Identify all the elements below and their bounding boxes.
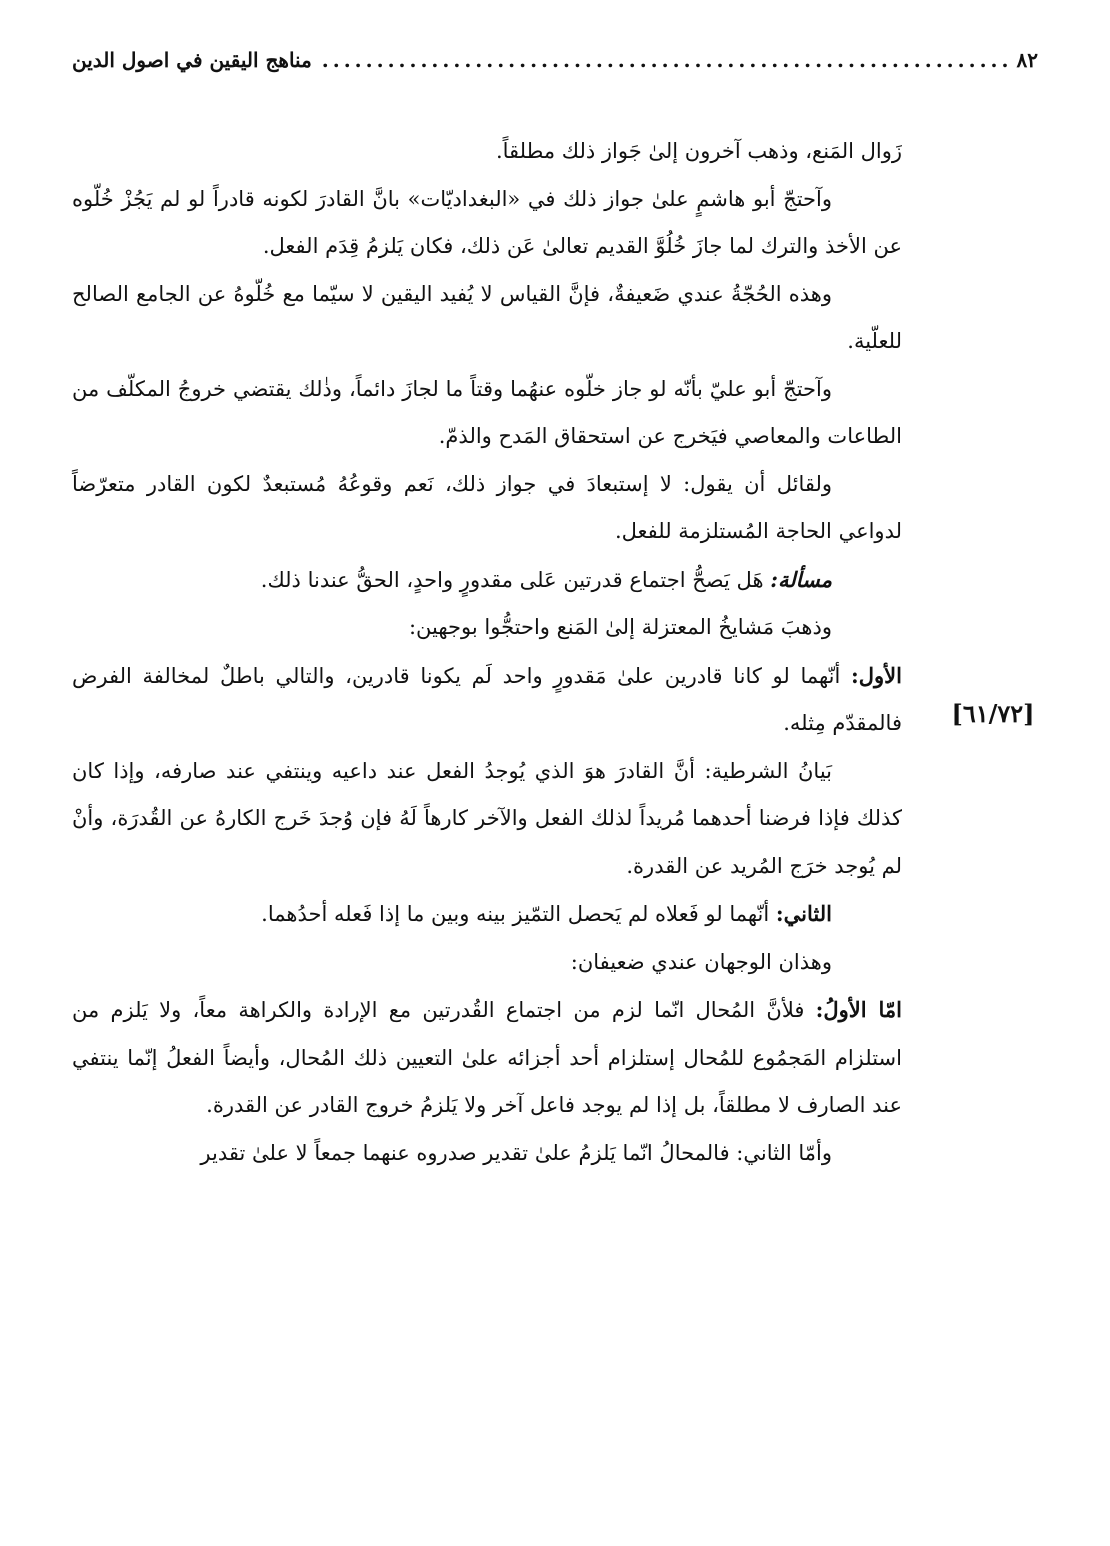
paragraph: وآحتجّ أبو هاشمٍ علىٰ جواز ذلك في «البغداديّات» بانَّ القادرَ لكونه قادراً لو لم يَجُزْ خُلّوه عن الأخذ والترك لما جازَ خُلُوَّ القديم تعالىٰ عَن ذلك، فكان يَلزمُ قِدَم الفعل. — [72, 186, 902, 258]
margin-reference: [٦١/٧٢] — [951, 699, 1035, 728]
paragraph-first-argument — [72, 652, 902, 748]
paragraph: زَوال المَنع، وذهب آخرون إلىٰ جَواز ذلك مطلقاً. — [495, 139, 902, 163]
paragraph: وهذه الحُجّةُ عندي ضَعيفةٌ، فإنَّ القياس لا يُفيد اليقين لا سيّما مع خُلّوهُ عن الجامع الصالح للعلّية. — [72, 281, 902, 353]
paragraph: وهذان الوجهان عندي ضعيفان: — [570, 949, 832, 974]
page-body — [72, 128, 902, 1177]
paragraph-text: هَل يَصحُّ اجتماع قدرتين عَلى مقدورٍ واحدٍ، الحقُّ عندنا ذلك. — [260, 567, 771, 592]
rebuttal-label: امّا الأولُ: — [815, 997, 902, 1022]
paragraph-text: أنّهما لو فَعلاه لم يَحصل التمّيز بينه وبين ما إذا فَعله أحدُهما. — [261, 902, 776, 926]
paragraph: وذهبَ مَشايخُ المعتزلة إلىٰ المَنع واحتجُّوا بوجهين: — [408, 615, 832, 639]
paragraph: ولقائل أن يقول: لا إستبعادَ في جواز ذلك، نَعم وقوعُهُ مُستبعدٌ لكون القادر متعرّضاً لدواعي الحاجة المُستلزمة للفعل. — [72, 471, 902, 543]
book-title: مناهج اليقين في اصول الدين — [72, 48, 312, 72]
question-label: مسألة: — [770, 566, 832, 592]
paragraph-rebuttal-first — [72, 986, 902, 1130]
paragraph-second-argument — [72, 890, 902, 939]
page-number: ٨٢ — [1016, 48, 1038, 72]
second-label: الثاني: — [775, 901, 832, 926]
paragraph: وأمّا الثاني: فالمحالُ انّما يَلزمُ علىٰ تقدير صدروه عنهما جمعاً لا علىٰ تقدير — [200, 1140, 832, 1165]
paragraph: بَيانُ الشرطية: أنَّ القادرَ هوَ الذي يُوجدُ الفعل عند داعيه وينتفي عند صارفه، وإذا كان كذلك فإذا فرضنا أحدهما مُريداً لذلك الفعل والآخر كارهاً لَهُ فإن وُجدَ خَرج الكارهُ عن القُدرَة، وأنْ لم يُوجد خرَج المُريد عن القدرة. — [72, 758, 902, 878]
running-header — [72, 40, 1038, 80]
paragraph: وآحتجّ أبو عليّ بأنّه لو جاز خلّوه عنهُما وقتاً ما لجازَ دائماً، وذٰلك يقتضي خروجُ المكلّف من الطاعات والمعاصي فيَخرج عن استحقاق المَدح والذمّ. — [72, 376, 902, 448]
paragraph-question — [72, 556, 902, 605]
header-dot-leader — [322, 48, 1007, 72]
paragraph-text: فلأنَّ المُحال انّما لزم من اجتماع القُدرتين مع الإرادة والكراهة معاً، ولا يَلزم من استلزام المَجمُوع للمُحال إستلزام أحد أجزائه علىٰ التعيين ذلك المُحال، وأيضاً الفعلُ إنّما ينتفي عند الصارف لا مطلقاً، بل إذا لم يوجد فاعل آخر ولا يَلزمُ خروج القادر عن القدرة. — [72, 998, 902, 1117]
paragraph-text: أنّهما لو كانا قادرين علىٰ مَقدورٍ واحد لَم يكونا قادرين، والتالي باطلٌ لمخالفة الفرض فالمقدّم مِثله. — [72, 663, 902, 735]
first-label: الأول: — [851, 662, 902, 688]
